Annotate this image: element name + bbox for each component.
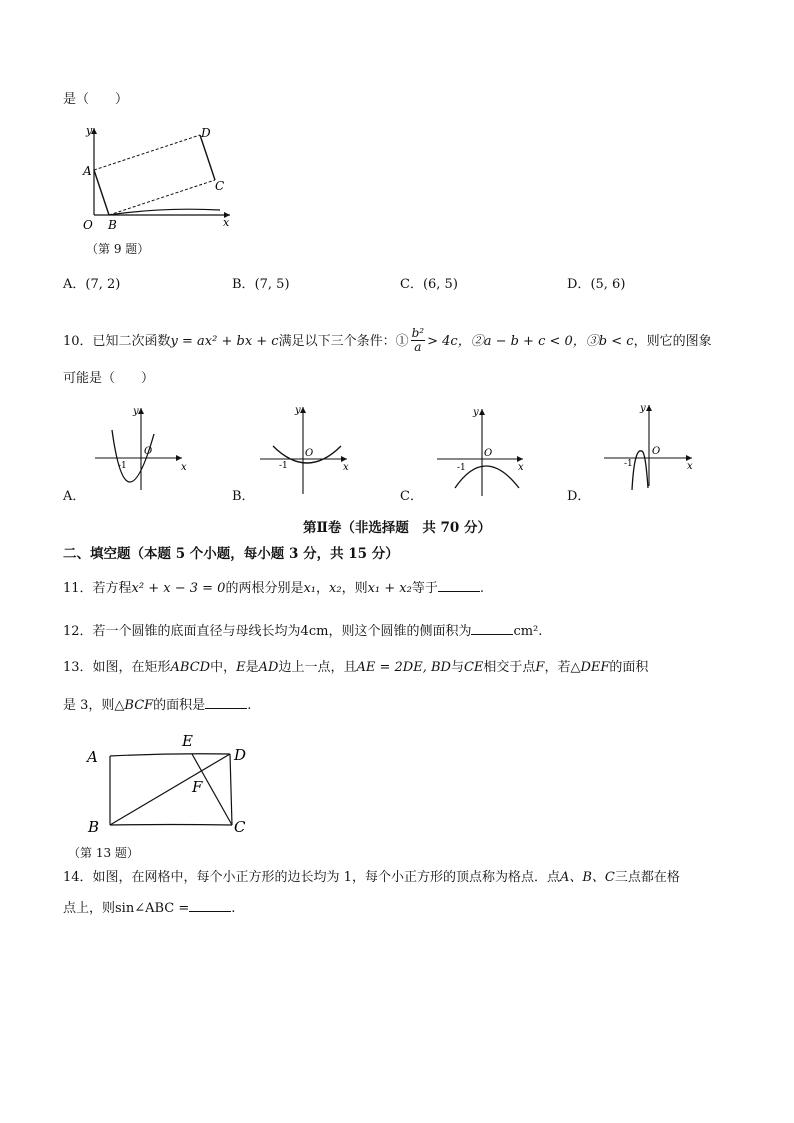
q13-line2 (63, 696, 251, 714)
q13-line1 (63, 660, 648, 676)
q11-x2: x₂ (329, 581, 342, 596)
q13-e2: 与 (450, 660, 464, 675)
q10-d-o: O (652, 446, 661, 457)
q9-option-a-value: (7, 2) (85, 277, 121, 292)
q9-option-c-letter: C． (400, 277, 423, 292)
q9-figure (72, 122, 242, 247)
q13-ad: AD (258, 660, 279, 675)
q10-option-c: C． (400, 489, 423, 504)
q10-a-o: O (144, 446, 153, 457)
q13-g: ，若△ (544, 660, 581, 675)
q12-b: ，则这个圆锥的侧面积为 (328, 624, 472, 639)
q10-b-neg1: -1 (279, 461, 288, 471)
section2-heading: 二、填空题（本题 5 个小题，每小题 3 分，共 15 分） (63, 546, 399, 562)
q9-label-b: B (108, 218, 117, 232)
q10-part3: ，则它的图象 (633, 334, 712, 349)
q10-func: y = ax² + bx + c (170, 334, 279, 349)
q13-d: 边上一点，且 (278, 660, 357, 675)
q13-caption: （第 13 题） (68, 846, 139, 860)
q11-end: . (479, 581, 484, 596)
q10-b-y: y (295, 405, 301, 416)
q9-option-a-letter: A． (63, 277, 86, 292)
q10-d-neg1: -1 (624, 459, 633, 469)
q9-tail: 是（ ） (63, 92, 129, 107)
q9-option-d-value: (5, 6) (590, 277, 626, 292)
q12-end: . (538, 624, 543, 639)
q9-option-c-value: (6, 5) (422, 277, 458, 292)
q13-h: 的面积 (609, 660, 649, 675)
q11-eq: x² + x − 3 = 0 (131, 581, 226, 596)
q13-bcf: BCF (124, 698, 154, 713)
q13-label-f: F (192, 778, 203, 796)
q12-len: 4cm (300, 624, 329, 639)
q13-line2a: 是 3，则△ (63, 698, 125, 713)
q10-graph-d (600, 400, 710, 495)
q14-line2 (63, 899, 235, 917)
q10-d-x: x (687, 461, 693, 472)
q11-answer-blank[interactable] (438, 579, 480, 592)
q10-graph-c (433, 404, 543, 499)
q10-c-y: y (473, 407, 479, 418)
q10-line1 (63, 328, 712, 355)
q10-c-x: x (518, 462, 524, 473)
q10-a-y: y (133, 406, 139, 417)
q11-sum: x₁ + x₂ (367, 581, 412, 596)
q14-line1a: 14．如图，在网格中，每个小正方形的边长均为 1，每个小正方形的顶点称为格点．点 (63, 870, 560, 885)
q11-d: 等于 (411, 581, 438, 596)
q10-part2: 满足以下三个条件：① (278, 334, 409, 349)
q9-label-c: C (215, 179, 225, 193)
q14-answer-blank[interactable] (189, 899, 231, 912)
q14-line1 (63, 870, 680, 886)
q9-option-a (63, 273, 120, 292)
q10-d-y: y (640, 403, 646, 414)
q13-ce: CE (463, 660, 484, 675)
q14-sin: sin∠ABC = (115, 901, 190, 916)
q10-a-x: x (181, 462, 187, 473)
q10-b-x: x (343, 462, 349, 473)
q13-end: . (247, 698, 252, 713)
q13-line2b: 的面积是 (153, 698, 206, 713)
q11-line (63, 579, 484, 597)
q10-fraction (411, 327, 426, 354)
q12-line (63, 622, 542, 640)
q10-cond3: ，③b < c (572, 334, 634, 349)
q9-label-a: A (83, 164, 92, 178)
q13-f: 相交于点 (483, 660, 536, 675)
q10-a-neg1: -1 (118, 461, 127, 471)
q9-caption: （第 9 题） (86, 242, 150, 256)
q14-line2a: 点上，则 (63, 901, 116, 916)
q9-option-b (232, 273, 290, 292)
q11-a: 11．若方程 (63, 581, 132, 596)
q13-c: 是 (245, 660, 259, 675)
q10-option-d: D． (567, 489, 591, 504)
q13-rel: AE = 2DE, BD (356, 660, 451, 675)
section2-title: 第Ⅱ卷（非选择题 共 70 分） (302, 520, 492, 536)
q13-F: F (535, 660, 545, 675)
q11-c: ，则 (341, 581, 368, 596)
q9-label-d: D (201, 126, 211, 140)
q10-line2: 可能是（ ） (63, 371, 155, 386)
q12-unit: cm² (513, 624, 539, 639)
q10-option-a: A． (63, 489, 86, 504)
q11-sep: ， (316, 581, 330, 596)
q14-pts: A、B、C (559, 870, 615, 885)
q10-option-b: B． (232, 489, 255, 504)
q12-a: 12．若一个圆锥的底面直径与母线长均为 (63, 624, 301, 639)
q13-label-e: E (182, 732, 193, 750)
q13-label-c: C (234, 818, 246, 836)
q13-label-d: D (234, 746, 247, 764)
q10-frac-num: b² (411, 326, 425, 340)
q14-line1b: 三点都在格 (614, 870, 680, 885)
q9-option-d-letter: D． (567, 277, 591, 292)
q9-label-o: O (83, 218, 93, 232)
q10-c-o: O (484, 448, 493, 459)
q9-option-b-value: (7, 5) (254, 277, 290, 292)
q10-cond1: > 4c (427, 334, 458, 349)
q12-answer-blank[interactable] (471, 622, 513, 635)
q9-option-b-letter: B． (232, 277, 255, 292)
q13-b: 中， (210, 660, 237, 675)
q10-b-o: O (305, 448, 314, 459)
q13-answer-blank[interactable] (205, 696, 247, 709)
q13-label-a: A (87, 748, 98, 766)
q10-cond2: ，②a − b + c < 0 (457, 334, 573, 349)
q13-e: E (236, 660, 246, 675)
q9-label-x: x (223, 216, 230, 229)
q13-label-b: B (88, 818, 100, 836)
q9-label-y: y (86, 124, 93, 137)
q13-a: 13．如图，在矩形 (63, 660, 171, 675)
q9-option-c (400, 273, 458, 292)
q13-figure (82, 728, 282, 838)
q11-b: 的两根分别是 (225, 581, 304, 596)
q13-abcd: ABCD (170, 660, 211, 675)
q14-end: . (231, 901, 236, 916)
q10-c-neg1: -1 (457, 463, 466, 473)
q10-part1: 10．已知二次函数 (63, 334, 171, 349)
q11-x1: x₁ (303, 581, 316, 596)
q13-def: DEF (580, 660, 610, 675)
q9-option-d (567, 273, 625, 292)
q10-graph-b (255, 402, 365, 497)
q10-graph-a (90, 402, 200, 497)
q10-frac-den: a (414, 340, 422, 354)
